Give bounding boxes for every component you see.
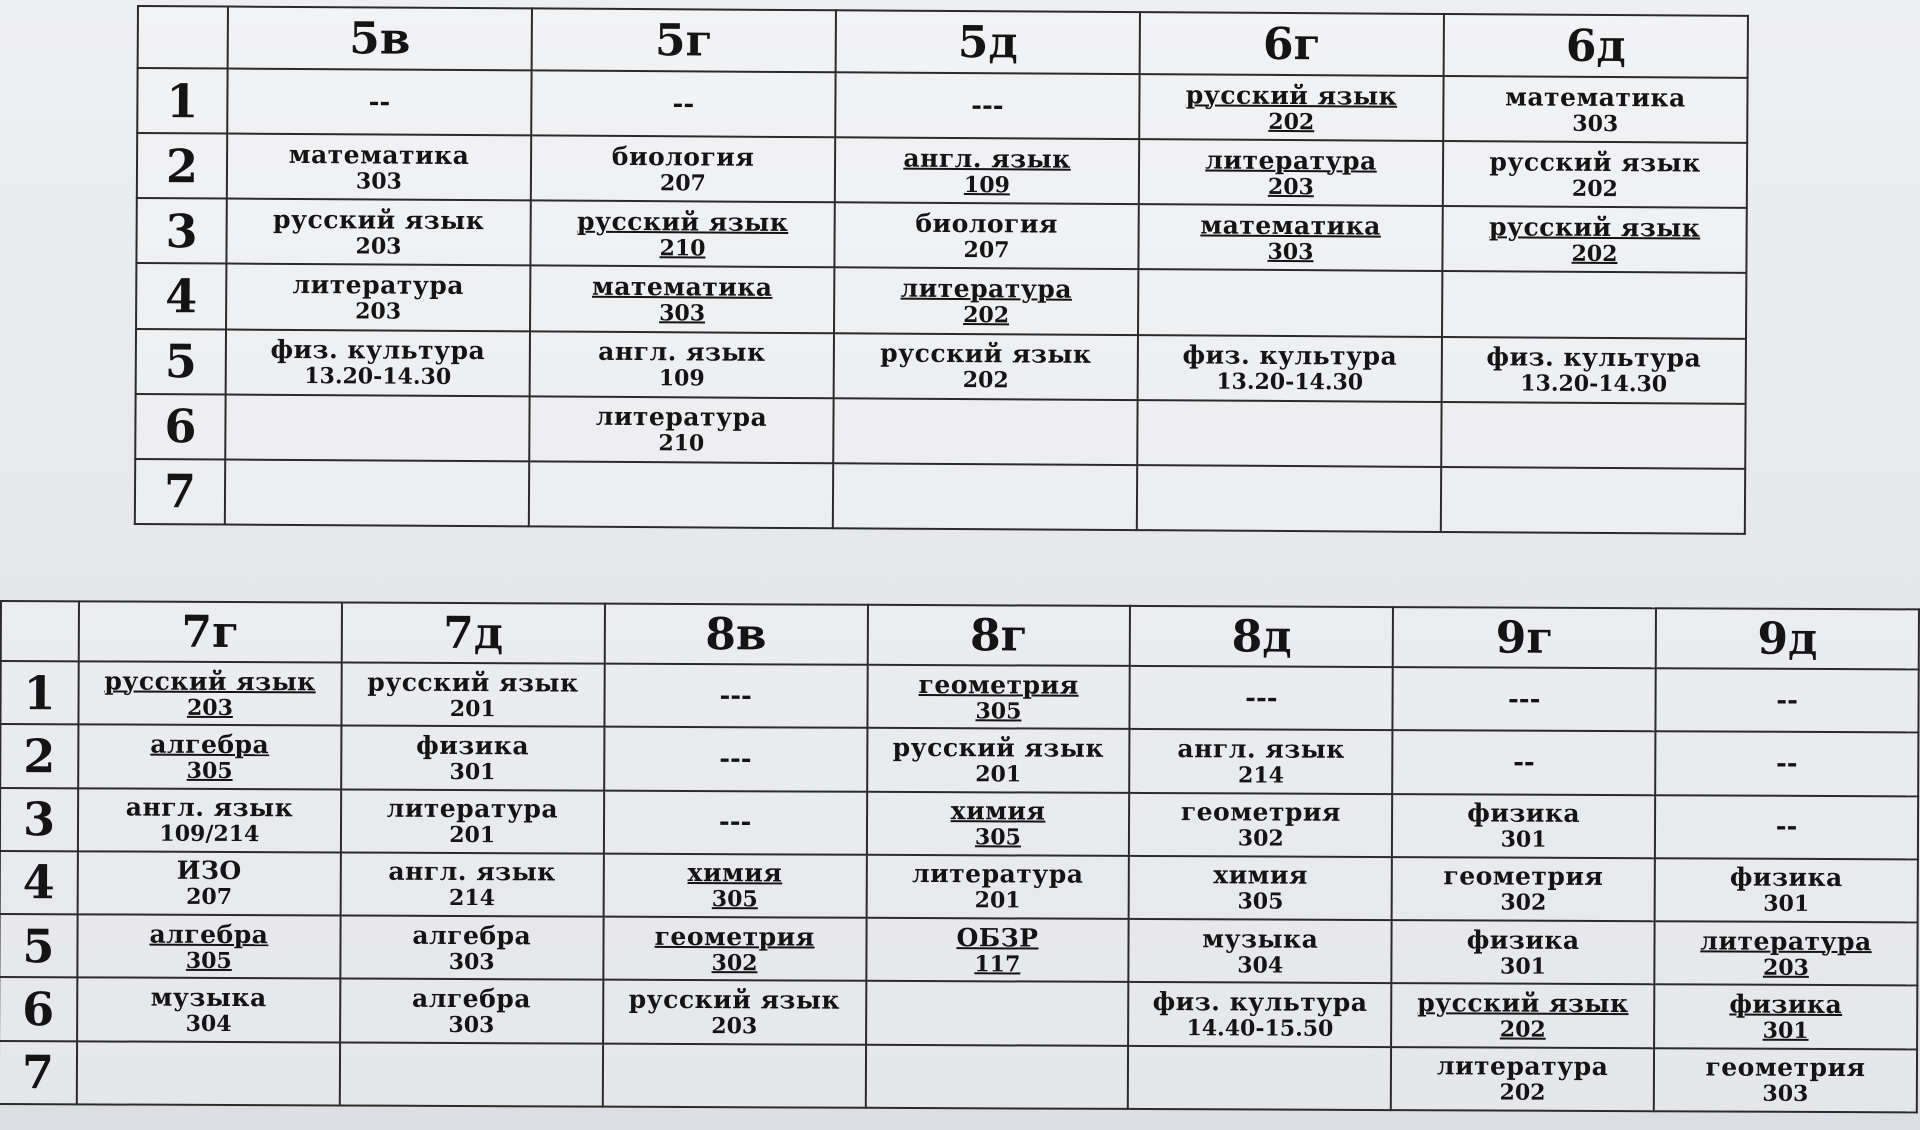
lesson-cell	[867, 665, 1130, 729]
lesson-cell	[226, 264, 530, 331]
subject-name: музыка	[150, 982, 267, 1013]
lesson-row	[0, 661, 1918, 733]
lesson-cell	[834, 268, 1138, 335]
lesson-cell	[604, 727, 867, 791]
class-header: 8в	[604, 604, 867, 665]
lesson-row	[137, 133, 1747, 208]
subject-name: русский язык	[1489, 146, 1701, 178]
lesson-number: 1	[137, 68, 227, 134]
schedule-table-bottom	[0, 600, 1920, 1113]
room-number: 201	[449, 695, 496, 722]
room-number: 202	[1571, 240, 1618, 267]
subject-name: физика	[416, 730, 530, 761]
subject-name: русский язык	[880, 338, 1092, 369]
subject-name: математика	[1200, 210, 1382, 241]
lesson-cell	[1392, 794, 1655, 858]
subject-name: англ. язык	[125, 792, 294, 823]
lesson-cell	[531, 70, 835, 137]
lesson-row	[135, 459, 1745, 534]
lesson-number: 6	[0, 977, 77, 1041]
room-number: 109/214	[159, 820, 260, 848]
lesson-cell	[1392, 857, 1655, 921]
lesson-cell	[865, 1044, 1128, 1108]
room-number: 305	[711, 886, 758, 913]
room-number: 202	[1571, 175, 1618, 202]
lesson-row	[0, 914, 1918, 986]
room-number: 305	[185, 947, 232, 974]
lesson-cell	[1654, 921, 1917, 985]
lesson-number: 7	[0, 1041, 77, 1105]
subject-name: физ. культура	[1182, 340, 1398, 371]
lesson-number: 7	[135, 459, 225, 525]
table-body	[0, 661, 1919, 1112]
empty-marker: ---	[1245, 683, 1278, 714]
class-header: 9г	[1393, 607, 1656, 668]
class-header: 7д	[342, 602, 605, 663]
room-number: 14.40-15.50	[1186, 1015, 1334, 1042]
room-number: 202	[1499, 1016, 1546, 1043]
lesson-cell	[603, 980, 866, 1044]
lesson-cell	[530, 201, 834, 268]
lesson-cell	[340, 1042, 603, 1106]
lesson-number: 5	[136, 329, 226, 395]
class-header: 8г	[867, 605, 1130, 666]
empty-marker: --	[1776, 685, 1798, 716]
lesson-number: 4	[136, 263, 226, 329]
class-header: 7г	[79, 601, 342, 662]
header-row	[138, 6, 1748, 78]
lesson-cell	[1139, 74, 1443, 141]
lesson-cell	[1137, 465, 1441, 532]
room-number: 201	[975, 761, 1022, 788]
lesson-cell	[603, 853, 866, 917]
subject-name: химия	[1213, 860, 1309, 891]
lesson-cell	[1130, 729, 1393, 793]
subject-name: физ. культура	[270, 334, 486, 366]
subject-name: литература	[1700, 926, 1872, 956]
lesson-cell	[77, 1041, 340, 1105]
room-number: 305	[1237, 888, 1284, 916]
room-number: 305	[186, 757, 233, 784]
subject-name: геометрия	[1705, 1052, 1866, 1083]
subject-name: химия	[950, 796, 1046, 826]
subject-name: физ. культура	[1152, 987, 1368, 1018]
room-number: 13.20-14.30	[1520, 370, 1668, 398]
lesson-number: 3	[0, 788, 78, 852]
empty-marker: ---	[719, 680, 752, 711]
empty-marker: ---	[971, 90, 1004, 121]
class-header: 5в	[228, 7, 532, 71]
lesson-cell	[1655, 858, 1918, 922]
room-number: 304	[185, 1010, 232, 1038]
lesson-cell	[77, 978, 340, 1042]
lesson-cell	[1129, 792, 1392, 856]
subject-name: литература	[911, 859, 1084, 890]
room-number: 207	[963, 236, 1010, 264]
room-number: 303	[1572, 110, 1619, 137]
room-number: 203	[355, 298, 402, 325]
lesson-cell	[867, 728, 1130, 792]
lesson-cell	[225, 459, 529, 526]
lesson-cell	[1128, 982, 1391, 1046]
subject-name: литература	[900, 273, 1073, 304]
lesson-cell	[1655, 795, 1918, 859]
room-number: 202	[963, 302, 1010, 329]
lesson-cell	[833, 463, 1137, 530]
subject-name: алгебра	[149, 919, 269, 949]
room-number: 210	[658, 430, 705, 457]
lesson-cell	[340, 916, 603, 980]
room-number: 201	[449, 822, 496, 849]
lesson-cell	[77, 914, 340, 978]
empty-marker: ---	[718, 807, 752, 838]
lesson-number: 2	[0, 724, 78, 788]
lesson-row	[136, 263, 1746, 338]
subject-name: математика	[1505, 81, 1686, 113]
lesson-cell	[1393, 667, 1656, 731]
lesson-cell	[866, 981, 1129, 1045]
lesson-cell	[1138, 270, 1442, 337]
room-number: 303	[355, 168, 402, 195]
lesson-row	[136, 198, 1746, 273]
subject-name: математика	[591, 271, 773, 302]
subject-name: ИЗО	[176, 856, 242, 886]
lesson-cell	[834, 203, 1138, 270]
empty-marker: ---	[1507, 684, 1541, 715]
subject-name: литература	[386, 793, 559, 824]
lesson-cell	[529, 461, 833, 528]
room-number: 207	[659, 169, 706, 197]
room-number: 303	[659, 300, 706, 327]
lesson-row	[136, 329, 1746, 404]
room-number: 305	[974, 824, 1021, 851]
header-row	[1, 601, 1919, 669]
lesson-row	[137, 68, 1747, 143]
subject-name: русский язык	[628, 984, 841, 1015]
lesson-cell	[1392, 920, 1655, 984]
room-number: 301	[449, 758, 496, 786]
lesson-row	[0, 851, 1918, 923]
subject-name: русский язык	[1185, 79, 1398, 111]
room-number: 303	[1267, 238, 1314, 266]
class-header: 5д	[836, 10, 1140, 74]
lesson-cell	[78, 725, 341, 789]
room-number: 202	[1268, 108, 1315, 135]
room-number: 13.20-14.30	[1216, 368, 1364, 396]
lesson-number: 3	[136, 198, 226, 264]
subject-name: алгебра	[412, 983, 532, 1014]
lesson-cell	[1655, 732, 1918, 796]
subject-name: англ. язык	[903, 143, 1071, 174]
lesson-cell	[78, 851, 341, 915]
lesson-cell	[341, 662, 604, 726]
lesson-number: 2	[137, 133, 227, 199]
room-number: 210	[659, 235, 706, 262]
subject-name: биология	[915, 208, 1059, 239]
lesson-cell	[226, 199, 530, 266]
lesson-cell	[341, 726, 604, 790]
room-number: 109	[658, 365, 705, 392]
lesson-cell	[1443, 76, 1747, 143]
subject-name: геометрия	[918, 669, 1079, 700]
empty-marker: --	[368, 86, 391, 118]
room-number: 302	[1237, 825, 1284, 852]
empty-marker: --	[672, 88, 695, 119]
lesson-row	[0, 977, 1917, 1049]
lesson-cell	[227, 69, 531, 136]
room-number: 303	[1762, 1081, 1809, 1108]
room-number: 301	[1500, 826, 1547, 853]
lesson-cell	[1129, 856, 1392, 920]
lesson-cell	[1392, 730, 1655, 794]
subject-name: биология	[611, 141, 755, 172]
subject-name: физика	[1467, 798, 1581, 829]
subject-name: русский язык	[104, 666, 316, 697]
room-number: 203	[1762, 954, 1809, 981]
lesson-cell	[1441, 467, 1745, 534]
lesson-row	[135, 394, 1745, 469]
subject-name: русский язык	[576, 206, 789, 237]
class-header: 9д	[1656, 608, 1919, 669]
schedule-table-top	[134, 5, 1749, 535]
lesson-cell	[1128, 1046, 1391, 1110]
table-body	[135, 68, 1748, 534]
room-number: 203	[355, 233, 402, 260]
room-number: 303	[448, 1012, 495, 1039]
subject-name: алгебра	[412, 920, 532, 951]
empty-marker: --	[1775, 811, 1798, 843]
lesson-number: 5	[0, 914, 78, 978]
class-header: 6г	[1140, 12, 1444, 76]
lesson-cell	[1656, 668, 1919, 732]
room-number: 303	[448, 948, 495, 975]
lesson-cell	[340, 979, 603, 1043]
subject-name: русский язык	[1488, 212, 1701, 243]
subject-name: литература	[292, 269, 465, 300]
lesson-cell	[835, 137, 1139, 204]
lesson-row	[0, 1041, 1917, 1113]
lesson-cell	[1442, 206, 1746, 273]
lesson-cell	[226, 329, 530, 396]
subject-name: литература	[595, 402, 768, 433]
room-number: 214	[448, 885, 495, 912]
subject-name: литература	[1436, 1051, 1609, 1082]
lesson-cell	[227, 134, 531, 201]
subject-name: русский язык	[272, 204, 485, 235]
room-number: 304	[1237, 952, 1284, 979]
lesson-cell	[225, 394, 529, 461]
room-number: 305	[975, 697, 1022, 725]
class-header: 6д	[1444, 14, 1748, 78]
subject-name: англ. язык	[598, 336, 766, 367]
class-header: 5г	[532, 8, 836, 72]
room-number: 202	[1499, 1079, 1546, 1107]
lesson-cell	[531, 136, 835, 203]
lesson-number: 4	[0, 851, 78, 915]
lesson-cell	[1442, 337, 1746, 404]
lesson-cell	[341, 789, 604, 853]
lesson-cell	[866, 791, 1129, 855]
room-number: 214	[1238, 762, 1285, 789]
subject-name: англ. язык	[388, 857, 556, 887]
lesson-cell	[833, 398, 1137, 465]
lesson-cell	[834, 333, 1138, 400]
subject-name: русский язык	[1417, 988, 1629, 1019]
lesson-row	[0, 788, 1918, 860]
lesson-number: 1	[0, 661, 78, 725]
subject-name: русский язык	[367, 667, 579, 698]
corner-cell	[138, 6, 228, 69]
lesson-cell	[602, 1043, 865, 1107]
lesson-cell	[1391, 1047, 1654, 1111]
room-number: 301	[1763, 891, 1810, 918]
subject-name: англ. язык	[1177, 734, 1345, 764]
subject-name: ОБЗР	[956, 922, 1039, 953]
lesson-cell	[835, 72, 1139, 139]
room-number: 201	[974, 887, 1021, 914]
lesson-cell	[1654, 1048, 1917, 1112]
lesson-cell	[1654, 985, 1917, 1049]
lesson-cell	[1129, 919, 1392, 983]
subject-name: физ. культура	[1486, 342, 1702, 373]
room-number: 203	[186, 694, 233, 721]
subject-name: геометрия	[654, 921, 815, 952]
empty-marker: --	[1513, 747, 1535, 778]
subject-name: литература	[1205, 145, 1377, 176]
lesson-cell	[604, 664, 867, 728]
room-number: 109	[963, 171, 1010, 199]
lesson-number: 6	[135, 394, 225, 460]
room-number: 203	[1267, 173, 1314, 200]
corner-cell	[1, 601, 79, 661]
subject-name: химия	[687, 858, 783, 888]
lesson-cell	[530, 331, 834, 398]
subject-name: геометрия	[1180, 797, 1341, 828]
room-number: 203	[711, 1013, 758, 1040]
room-number: 117	[974, 951, 1021, 978]
lesson-cell	[866, 855, 1129, 919]
subject-name: физика	[1466, 925, 1580, 955]
lesson-cell	[1130, 666, 1393, 730]
subject-name: геометрия	[1443, 861, 1604, 892]
lesson-row	[0, 724, 1918, 796]
lesson-cell	[1139, 139, 1443, 206]
lesson-cell	[1138, 335, 1442, 402]
lesson-cell	[340, 852, 603, 916]
room-number: 301	[1762, 1017, 1809, 1044]
room-number: 302	[711, 949, 758, 977]
lesson-cell	[1137, 400, 1441, 467]
subject-name: музыка	[1202, 924, 1319, 954]
subject-name: русский язык	[892, 732, 1105, 763]
lesson-cell	[1443, 141, 1747, 208]
room-number: 13.20-14.30	[304, 363, 452, 391]
lesson-cell	[78, 661, 341, 725]
lesson-cell	[1391, 983, 1654, 1047]
lesson-cell	[530, 266, 834, 333]
empty-marker: --	[1775, 748, 1798, 779]
lesson-cell	[529, 396, 833, 463]
empty-marker: ---	[719, 744, 752, 775]
lesson-cell	[1138, 204, 1442, 271]
lesson-cell	[603, 917, 866, 981]
class-header: 8д	[1130, 606, 1393, 667]
subject-name: физика	[1729, 989, 1843, 1020]
subject-name: математика	[288, 139, 470, 170]
room-number: 207	[186, 884, 233, 911]
room-number: 301	[1500, 953, 1547, 980]
subject-name: алгебра	[150, 729, 270, 760]
lesson-cell	[604, 790, 867, 854]
subject-name: физика	[1729, 863, 1843, 893]
lesson-cell	[866, 918, 1129, 982]
lesson-cell	[78, 788, 341, 852]
lesson-cell	[1442, 271, 1746, 338]
room-number: 302	[1500, 890, 1547, 917]
room-number: 202	[962, 367, 1009, 394]
lesson-cell	[1441, 402, 1745, 469]
